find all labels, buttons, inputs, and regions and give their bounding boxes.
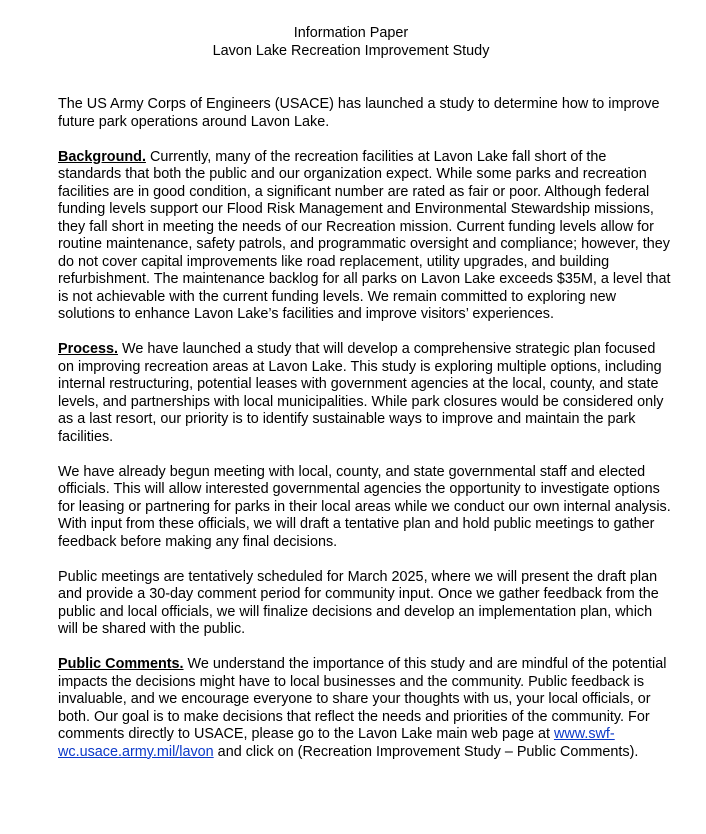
title-line-1: Information Paper bbox=[293, 25, 409, 41]
public-meetings-paragraph: Public meetings are tentatively scheduled for March 2025, where we will present the draft plan and provide a 30-day comment period for community input. Once we gather feedback from the public and local officials, we will finalize decisions and develop an implementation plan, which will be shared with the public. bbox=[58, 568, 659, 637]
public-comments-paragraph bbox=[58, 656, 672, 761]
document-title bbox=[47, 25, 655, 60]
public-comments-text-end: and click on (Recreation Improvement Study – Public Comments). bbox=[213, 743, 639, 760]
lavon-web-link[interactable]: www.swf-wc.usace.army.mil/lavon bbox=[58, 726, 615, 760]
meetings-paragraph: We have already begun meeting with local, county, and state governmental staff and elected officials. This will allow interested governmental agencies the opportunity to investigate options for leasing or partnering for parks in their local areas while we conduct our own internal analysis. With input from these officials, we will draft a tentative plan and hold public meetings to gather feedback before making any final decisions. bbox=[58, 463, 671, 550]
process-paragraph bbox=[58, 341, 672, 446]
process-heading: Process. bbox=[58, 341, 119, 357]
title-line-2: Lavon Lake Recreation Improvement Study bbox=[212, 42, 490, 59]
background-text: Currently, many of the recreation facilities at Lavon Lake fall short of the standards that both the public and our organization expect. While some parks and recreation facilities are in good condition, a significant number are rated as fair or poor. Although federal funding levels support our Flood Risk Management and Environmental Stewardship missions, they fall short in meeting the needs of our Recreation mission. Current funding levels allow for routine maintenance, safety patrols, and programmatic oversight and compliance; however, they do not cover capital improvements like road replacement, utility upgrades, and building refurbishment. The maintenance backlog for all parks on Lavon Lake exceeds $35M, a level that is not achievable with the current funding levels. We remain committed to exploring new solutions to enhance Lavon Lake’s facilities and improve visitors’ experiences. bbox=[58, 148, 671, 322]
background-heading: Background. bbox=[58, 148, 146, 165]
public-comments-text: We understand the importance of this study and are mindful of the potential impacts the decisions might have to local businesses and the community. Public feedback is invaluable, and we encourage everyone to share your thoughts with us, your local officials, or both. Our goal is to make decisions that reflect the needs and priorities of the community. For comments directly to USACE, please go to the Lavon Lake main web page at bbox=[58, 656, 667, 742]
intro-paragraph: The US Army Corps of Engineers (USACE) has launched a study to determine how to improve future park operations around Lavon Lake. bbox=[58, 96, 660, 130]
public-comments-heading: Public Comments. bbox=[58, 656, 184, 672]
background-paragraph bbox=[58, 149, 672, 324]
process-text: We have launched a study that will develop a comprehensive strategic plan focused on improving recreation areas at Lavon Lake. This study is exploring multiple options, including internal restructuring, potential leases with government agencies at the local, county, and state levels, and partnerships with local municipalities. While park closures would be considered only as a last resort, our priority is to identify sustainable ways to improve and maintain the park facilities. bbox=[58, 341, 664, 445]
